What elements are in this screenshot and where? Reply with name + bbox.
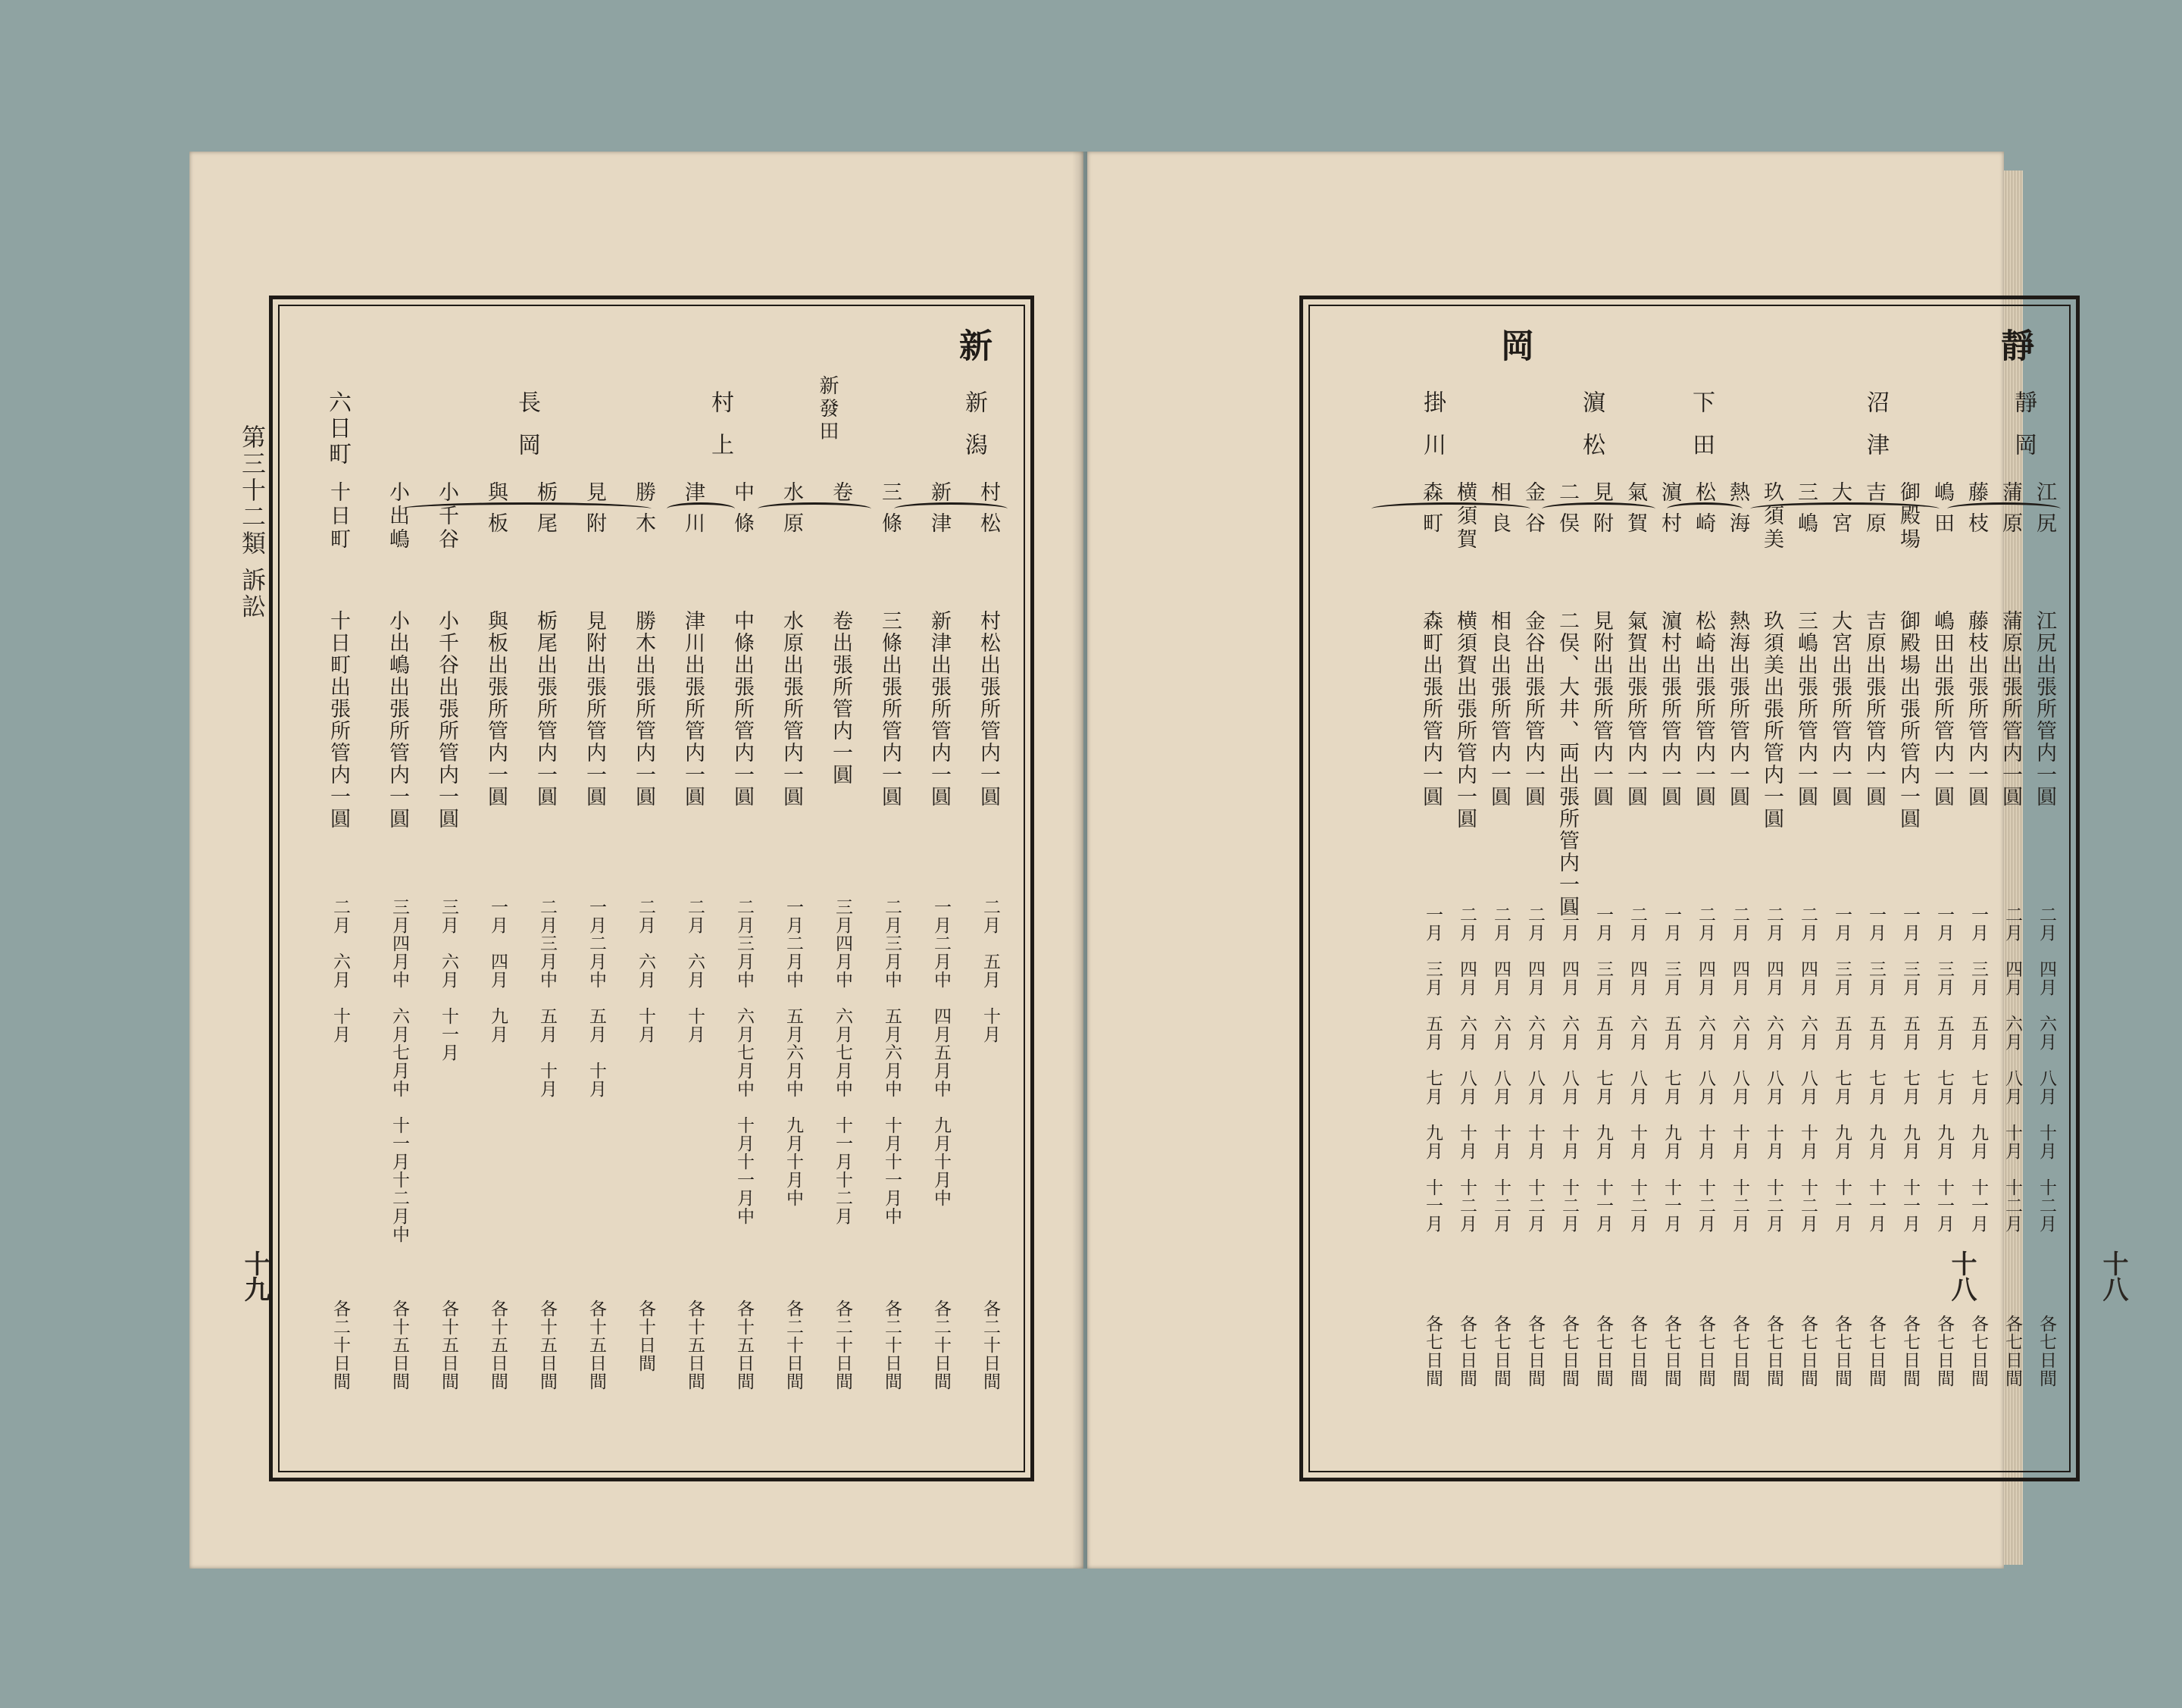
duration: 各七日間 [1900, 1315, 1920, 1387]
jurisdiction: 玖須美出張所管内一圓 [1760, 610, 1783, 830]
duration: 各七日間 [1491, 1315, 1511, 1387]
branch-name: 小出嶋 [386, 481, 409, 552]
jurisdiction: 三嶋出張所管内一圓 [1794, 610, 1818, 808]
jurisdiction: 三條出張所管内一圓 [878, 610, 902, 808]
duration: 各七日間 [1730, 1315, 1749, 1387]
book-spread [182, 152, 2128, 1569]
duration: 各七日間 [1866, 1315, 1886, 1387]
duration: 各十五日間 [586, 1300, 606, 1390]
left-page [189, 152, 1083, 1569]
branch-name: 御殿場 [1896, 481, 1920, 552]
schedule: 二月 四月 六月 八月 十月 十二月 [1627, 906, 1647, 1233]
jurisdiction: 熱海出張所管内一圓 [1726, 610, 1749, 808]
duration: 各七日間 [1662, 1315, 1681, 1387]
jurisdiction: 小出嶋出張所管内一圓 [386, 610, 409, 830]
court-label: 新潟 [961, 390, 987, 475]
jurisdiction: 卷出張所管内一圓 [829, 610, 852, 786]
schedule: 一月 三月 五月 七月 九月 十一月 [1968, 906, 1988, 1233]
schedule: 一月 三月 五月 七月 九月 十一月 [1934, 906, 1954, 1233]
branch-name: 津川 [681, 481, 705, 543]
schedule: 二月 六月 十月 [330, 898, 350, 1043]
jurisdiction: 新津出張所管内一圓 [927, 610, 951, 808]
schedule: 二月三月中 五月六月中 十月十一月中 [882, 898, 902, 1225]
right-table-frame [1299, 296, 2080, 1481]
schedule: 二月 四月 六月 八月 十月 十二月 [1525, 906, 1545, 1233]
court-label: 長岡 [514, 390, 540, 475]
duration: 各七日間 [1764, 1315, 1783, 1387]
schedule: 一月二月中 五月 十月 [586, 898, 606, 1098]
schedule: 二月 四月 六月 八月 十月 十二月 [1696, 906, 1715, 1233]
folio-right-mark: 十八 [1946, 1250, 1977, 1302]
schedule: 一月 三月 五月 七月 九月 十一月 [1866, 906, 1886, 1233]
duration: 各二十日間 [980, 1300, 1000, 1390]
jurisdiction: 蒲原出張所管内一圓 [1999, 610, 2022, 808]
duration: 各十五日間 [685, 1300, 705, 1390]
branch-name: 氣賀 [1624, 481, 1647, 543]
branch-name: 三嶋 [1794, 481, 1818, 543]
duration: 各十五日間 [389, 1300, 409, 1390]
branch-name: 新津 [927, 481, 951, 543]
branch-name: 二俣 [1555, 481, 1579, 543]
jurisdiction: 津川出張所管内一圓 [681, 610, 705, 808]
prefecture-label: 新 [953, 328, 992, 361]
schedule: 二月 六月 十月 [636, 898, 655, 1043]
schedule: 三月四月中 六月七月中 十一月十二月 [833, 898, 852, 1225]
duration: 各七日間 [1696, 1315, 1715, 1387]
schedule: 一月 三月 五月 七月 九月 十一月 [1423, 906, 1443, 1233]
branch-name: 勝木 [632, 481, 655, 543]
schedule: 一月 四月 九月 [488, 898, 508, 1043]
duration: 各七日間 [1934, 1315, 1954, 1387]
branch-name: 栃尾 [533, 481, 557, 543]
branch-name: 卷 [829, 481, 852, 512]
branch-name: 金谷 [1521, 481, 1545, 543]
duration: 各十五日間 [734, 1300, 754, 1390]
branch-name: 藤枝 [1965, 481, 1988, 543]
schedule: 一月二月中 五月六月中 九月十月中 [783, 898, 803, 1207]
schedule: 二月 四月 六月 八月 十月 十二月 [1730, 906, 1749, 1233]
duration: 各十五日間 [537, 1300, 557, 1390]
branch-name: 見附 [583, 481, 606, 543]
jurisdiction: 十日町出張所管内一圓 [327, 610, 350, 830]
schedule: 一月 三月 五月 七月 九月 十一月 [1593, 906, 1613, 1233]
schedule: 二月 四月 六月 八月 十月 十二月 [1457, 906, 1477, 1233]
bracket [758, 502, 871, 515]
branch-name: 濵村 [1658, 481, 1681, 543]
court-label: 掛川 [1419, 390, 1446, 475]
duration: 各二十日間 [783, 1300, 803, 1390]
jurisdiction: 濵村出張所管内一圓 [1658, 610, 1681, 808]
running-head: 第三十二類 訴訟 [238, 424, 267, 621]
court-label: 沼津 [1862, 390, 1889, 475]
schedule: 二月三月中 五月 十月 [537, 898, 557, 1098]
branch-name: 見附 [1590, 481, 1613, 543]
jurisdiction: 御殿場出張所管内一圓 [1896, 610, 1920, 830]
court-label: 村上 [707, 390, 733, 475]
branch-name: 江尻 [2033, 481, 2056, 543]
schedule: 一月二月中 四月五月中 九月十月中 [931, 898, 951, 1207]
schedule: 一月 三月 五月 七月 九月 十一月 [1900, 906, 1920, 1233]
jurisdiction: 二俣、大井、両出張所管内一圓 [1555, 610, 1579, 918]
jurisdiction: 金谷出張所管内一圓 [1521, 610, 1545, 808]
schedule: 二月 五月 十月 [980, 898, 1000, 1043]
jurisdiction: 見附出張所管内一圓 [583, 610, 606, 808]
duration: 各七日間 [2037, 1315, 2056, 1387]
branch-name: 三條 [878, 481, 902, 543]
jurisdiction: 村松出張所管内一圓 [977, 610, 1000, 808]
branch-name: 吉原 [1862, 481, 1886, 543]
branch-name: 相良 [1487, 481, 1511, 543]
jurisdiction: 横須賀出張所管内一圓 [1453, 610, 1477, 830]
branch-name: 水原 [780, 481, 803, 543]
jurisdiction: 吉原出張所管内一圓 [1862, 610, 1886, 808]
right-page [1087, 152, 2128, 1569]
duration: 各十日間 [636, 1300, 655, 1372]
schedule: 一月 三月 五月 七月 九月 十一月 [1662, 906, 1681, 1233]
schedule: 二月 六月 十月 [685, 898, 705, 1043]
branch-name: 大宮 [1828, 481, 1852, 543]
duration: 各七日間 [1423, 1315, 1443, 1387]
duration: 各二十日間 [931, 1300, 951, 1390]
duration: 各七日間 [2002, 1315, 2022, 1387]
branch-name: 十日町 [327, 481, 350, 552]
court-label: 新發田 [816, 375, 839, 443]
schedule: 二月 四月 六月 八月 十月 十二月 [1491, 906, 1511, 1233]
duration: 各七日間 [1798, 1315, 1818, 1387]
jurisdiction: 水原出張所管内一圓 [780, 610, 803, 808]
prefecture-label: 靜 [1995, 328, 2034, 361]
jurisdiction: 大宮出張所管内一圓 [1828, 610, 1852, 808]
jurisdiction: 江尻出張所管内一圓 [2033, 610, 2056, 808]
jurisdiction: 松崎出張所管内一圓 [1692, 610, 1715, 808]
jurisdiction: 見附出張所管内一圓 [1590, 610, 1613, 808]
jurisdiction: 與板出張所管内一圓 [484, 610, 508, 808]
duration: 各七日間 [1627, 1315, 1647, 1387]
duration: 各七日間 [1457, 1315, 1477, 1387]
schedule: 三月 六月 十一月 [439, 898, 458, 1062]
schedule: 二月 四月 六月 八月 十月 十二月 [2002, 906, 2022, 1233]
jurisdiction: 嶋田出張所管内一圓 [1930, 610, 1954, 808]
branch-name: 森町 [1419, 481, 1443, 543]
duration: 各二十日間 [882, 1300, 902, 1390]
schedule: 二月三月中 六月七月中 十月十一月中 [734, 898, 754, 1225]
branch-name: 蒲原 [1999, 481, 2022, 543]
branch-name: 村松 [977, 481, 1000, 543]
branch-name: 松崎 [1692, 481, 1715, 543]
duration: 各七日間 [1968, 1315, 1988, 1387]
duration: 各十五日間 [439, 1300, 458, 1390]
branch-name: 小千谷 [435, 481, 458, 552]
branch-name: 熱海 [1726, 481, 1749, 543]
folio-right: 十八 [2098, 1250, 2128, 1302]
jurisdiction: 森町出張所管内一圓 [1419, 610, 1443, 808]
duration: 各七日間 [1525, 1315, 1545, 1387]
schedule: 二月 四月 六月 八月 十月 十二月 [1798, 906, 1818, 1233]
duration: 各二十日間 [330, 1300, 350, 1390]
duration: 各二十日間 [833, 1300, 852, 1390]
court-label: 下田 [1688, 390, 1715, 475]
jurisdiction: 中條出張所管内一圓 [730, 610, 754, 808]
schedule: 三月四月中 六月七月中 十一月十二月中 [389, 898, 409, 1243]
court-label: 靜岡 [2010, 390, 2037, 475]
duration: 各七日間 [1559, 1315, 1579, 1387]
jurisdiction: 藤枝出張所管内一圓 [1965, 610, 1988, 808]
court-label: 六日町 [324, 390, 351, 468]
jurisdiction: 相良出張所管内一圓 [1487, 610, 1511, 808]
jurisdiction: 栃尾出張所管内一圓 [533, 610, 557, 808]
schedule: 二月 四月 六月 八月 十月 十二月 [1764, 906, 1783, 1233]
schedule: 二月 四月 六月 八月 十月 十二月 [2037, 906, 2056, 1233]
branch-name: 横須賀 [1453, 481, 1477, 552]
prefecture-label: 岡 [1495, 328, 1533, 361]
schedule: 一月 三月 五月 七月 九月 十一月 [1832, 906, 1852, 1233]
folio-left: 十九 [239, 1250, 270, 1302]
court-label: 濵松 [1578, 390, 1605, 475]
branch-name: 嶋田 [1930, 481, 1954, 543]
branch-name: 與板 [484, 481, 508, 543]
duration: 各七日間 [1832, 1315, 1852, 1387]
branch-name: 中條 [730, 481, 754, 543]
schedule: 二月 四月 六月 八月 十月 十二月 [1559, 906, 1579, 1233]
jurisdiction: 小千谷出張所管内一圓 [435, 610, 458, 830]
jurisdiction: 勝木出張所管内一圓 [632, 610, 655, 808]
left-table-frame [269, 296, 1034, 1481]
duration: 各十五日間 [488, 1300, 508, 1390]
duration: 各七日間 [1593, 1315, 1613, 1387]
jurisdiction: 氣賀出張所管内一圓 [1624, 610, 1647, 808]
branch-name: 玖須美 [1760, 481, 1783, 552]
